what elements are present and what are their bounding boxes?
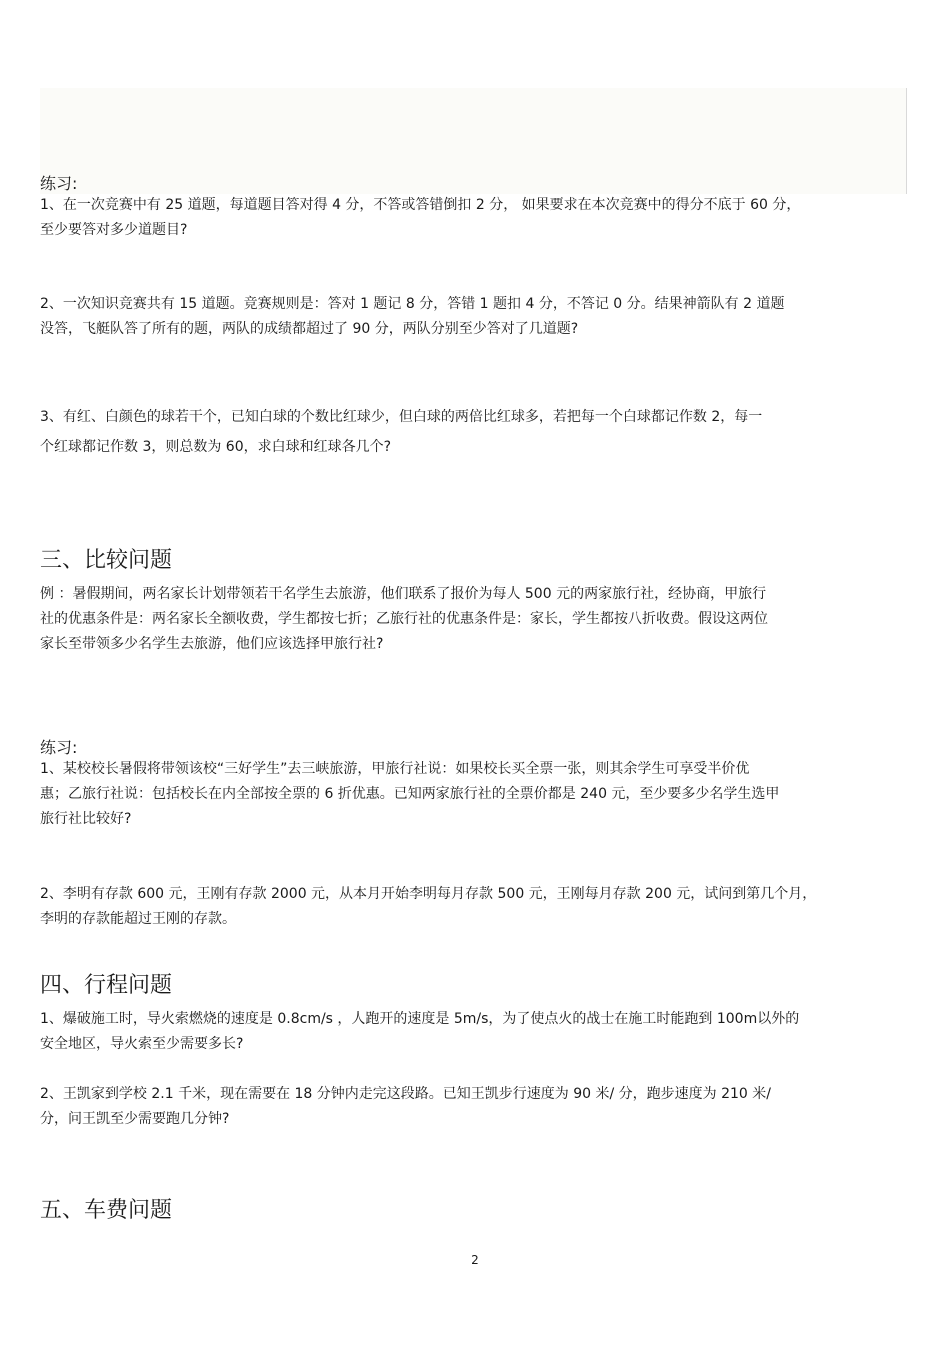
question-2-line-2: 李明的存款能超过王刚的存款。 xyxy=(40,911,236,927)
page-number: 2 xyxy=(471,1253,479,1267)
question-1-line-2: 至少要答对多少道题目? xyxy=(40,222,188,238)
question-3-line-1: 3、有红、白颜色的球若干个，已知白球的个数比红球少，但白球的两倍比红球多，若把每一个白球都记作数 2，每一 xyxy=(40,409,763,425)
question-1-line-1: 1、爆破施工时，导火索燃烧的速度是 0.8cm/s ，人跑开的速度是 5m/s，为了使点火的战士在施工时能跑到 100m以外的 xyxy=(40,1011,800,1027)
question-1-line-2: 安全地区，导火索至少需要多长? xyxy=(40,1036,244,1052)
practice-label: 练习: xyxy=(40,174,78,193)
question-1-line-2: 惠；乙旅行社说：包括校长在内全部按全票的 6 折优惠。已知两家旅行社的全票价都是 240 元，至少要多少名学生选甲 xyxy=(40,786,780,802)
question-2-line-1: 2、李明有存款 600 元，王刚有存款 2000 元，从本月开始李明每月存款 500 元，王刚每月存款 200 元，试问到第几个月， xyxy=(40,886,817,902)
shaded-header-band xyxy=(40,88,907,194)
question-3-line-2: 个红球都记作数 3，则总数为 60，求白球和红球各几个? xyxy=(40,439,392,455)
example-line-2: 社的优惠条件是：两名家长全额收费，学生都按七折；乙旅行社的优惠条件是：家长，学生都按八折收费。假设这两位 xyxy=(40,611,768,627)
section-heading-comparison: 三、比较问题 xyxy=(40,548,173,573)
question-2-line-1: 2、王凯家到学校 2.1 千米，现在需要在 18 分钟内走完这段路。已知王凯步行速度为 90 米/ 分，跑步速度为 210 米/ xyxy=(40,1086,772,1102)
question-2-line-1: 2、一次知识竞赛共有 15 道题。竞赛规则是：答对 1 题记 8 分，答错 1 题扣 4 分，不答记 0 分。结果神箭队有 2 道题 xyxy=(40,296,785,312)
example-line-3: 家长至带领多少名学生去旅游，他们应该选择甲旅行社? xyxy=(40,636,384,652)
practice-label: 练习: xyxy=(40,738,78,757)
question-1-line-1: 1、某校校长暑假将带领该校“三好学生”去三峡旅游，甲旅行社说：如果校长买全票一张，则其余学生可享受半价优 xyxy=(40,761,750,777)
question-2-line-2: 没答，飞艇队答了所有的题，两队的成绩都超过了 90 分，两队分别至少答对了几道题? xyxy=(40,321,579,337)
example-line-1: 例 ：暑假期间，两名家长计划带领若干名学生去旅游，他们联系了报价为每人 500 元的两家旅行社，经协商，甲旅行 xyxy=(40,586,767,602)
section-heading-travel: 四、行程问题 xyxy=(40,973,173,998)
question-1-line-1: 1、在一次竞赛中有 25 道题，每道题目答对得 4 分，不答或答错倒扣 2 分， 如果要求在本次竞赛中的得分不底于 60 分， xyxy=(40,197,801,213)
section-heading-fare: 五、车费问题 xyxy=(40,1198,173,1223)
question-2-line-2: 分，问王凯至少需要跑几分钟? xyxy=(40,1111,230,1127)
question-1-line-3: 旅行社比较好? xyxy=(40,811,132,827)
